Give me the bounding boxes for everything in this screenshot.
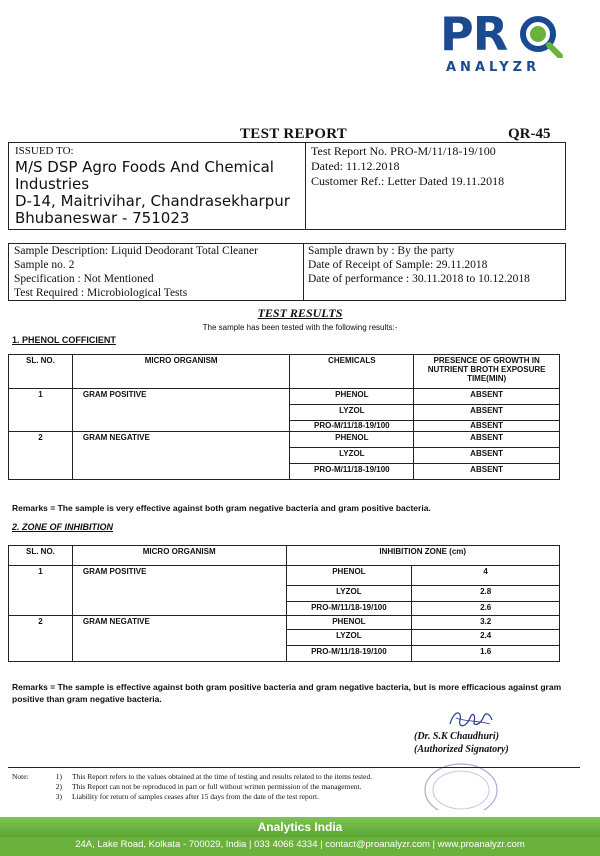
chemical: PHENOL (286, 566, 412, 586)
chemical: PHENOL (286, 616, 412, 630)
note-item (12, 792, 372, 802)
sl-number: 1 (9, 566, 73, 616)
note-number: 2) (55, 782, 62, 791)
notes-label: Note: (12, 772, 29, 781)
micro-organism: GRAM POSITIVE (72, 566, 286, 616)
column-header: INHIBITION ZONE (cm) (286, 546, 560, 566)
zone-of-inhibition-table (8, 545, 560, 662)
growth-result: ABSENT (414, 448, 560, 464)
sample-description: Sample Description: Liquid Deodorant Total Cleaner (14, 245, 258, 257)
section1-remarks: Remarks = The sample is very effective against both gram negative bacteria and gram positive bacteria. (12, 503, 431, 513)
signatory-name: (Dr. S.K Chaudhuri) (414, 731, 500, 742)
report-number: Test Report No. PRO-M/11/18-19/100 (311, 144, 496, 158)
zone-value: 2.8 (412, 586, 560, 602)
table-row (9, 566, 560, 586)
zone-value: 4 (412, 566, 560, 586)
report-date: Dated: 11.12.2018 (311, 159, 400, 173)
growth-result: ABSENT (414, 432, 560, 448)
remarks-line: Remarks = The sample is effective against both gram positive bacteria and gram negative bacteria, but is more efficacious against gram (12, 682, 562, 692)
receipt-date: Date of Receipt of Sample: 29.11.2018 (308, 259, 488, 271)
note-number: 1) (55, 772, 62, 781)
notes-divider (8, 767, 580, 768)
test-required: Test Required : Microbiological Tests (14, 287, 188, 299)
chemical: LYZOL (286, 586, 412, 602)
growth-result: ABSENT (414, 389, 560, 405)
phenol-coefficient-table (8, 354, 560, 480)
issued-to-label: ISSUED TO: (15, 145, 74, 157)
growth-result: ABSENT (414, 421, 560, 432)
test-results-heading: TEST RESULTS (257, 306, 343, 320)
chemical: PHENOL (290, 432, 414, 448)
section-title: ZONE OF INHIBITION (22, 522, 114, 532)
chemical: PHENOL (290, 389, 414, 405)
chemical: LYZOL (286, 630, 412, 646)
sample-drawn-by: Sample drawn by : By the party (308, 245, 455, 257)
micro-organism: GRAM POSITIVE (72, 389, 290, 432)
table-header-row (9, 546, 560, 566)
section2-remarks (12, 681, 572, 705)
column-header: PRESENCE OF GROWTH IN NUTRIENT BROTH EXPOSURE TIME(MIN) (414, 355, 560, 389)
note-number: 3) (55, 792, 62, 801)
sample-dates (308, 244, 564, 300)
chemical: PRO-M/11/18-19/100 (290, 421, 414, 432)
logo-subtitle: ANALYZR (446, 60, 541, 75)
zone-value: 3.2 (412, 616, 560, 630)
table-row (9, 432, 560, 448)
zone-value: 1.6 (412, 646, 560, 662)
sample-details (14, 244, 304, 300)
chemical: PRO-M/11/18-19/100 (286, 646, 412, 662)
sample-info-box (8, 243, 566, 301)
document-code: QR-45 (508, 126, 551, 142)
issued-to-section (15, 143, 301, 229)
official-stamp (422, 762, 500, 810)
note-item (12, 782, 372, 792)
company-line: Industries (15, 175, 90, 193)
footer (0, 817, 600, 856)
growth-result: ABSENT (414, 405, 560, 421)
column-header: MICRO ORGANISM (72, 546, 286, 566)
company-line: M/S DSP Agro Foods And Chemical (15, 158, 274, 176)
footer-contact: 24A, Lake Road, Kolkata - 700029, India | 033 4066 4334 | contact@proanalyzr.com | www.proanalyzr.com (75, 839, 525, 850)
chemical: LYZOL (290, 405, 414, 421)
growth-result: ABSENT (414, 464, 560, 480)
footer-title: Analytics India (257, 820, 343, 834)
signature (446, 708, 496, 732)
column-header: SL. NO. (9, 355, 73, 389)
address-line: D-14, Maitrivihar, Chandrasekharpur (15, 192, 290, 210)
micro-organism: GRAM NEGATIVE (72, 616, 286, 662)
sl-number: 2 (9, 432, 73, 480)
notes-section (12, 772, 372, 802)
logo-word: PR (440, 7, 508, 61)
note-text: This Report can not be reproduced in part or full without written permission of the management. (72, 782, 362, 791)
box-divider (305, 143, 306, 229)
table-row (9, 616, 560, 630)
sl-number: 1 (9, 389, 73, 432)
table-row (9, 389, 560, 405)
section-title: PHENOL COFFICIENT (22, 335, 116, 345)
address-line: Bhubaneswar - 751023 (15, 209, 190, 227)
zone-value: 2.4 (412, 630, 560, 646)
issued-to-box (8, 142, 566, 230)
zone-value: 2.6 (412, 602, 560, 616)
column-header: SL. NO. (9, 546, 73, 566)
note-text: Liability for return of samples ceases after 15 days from the date of the test report. (72, 792, 319, 801)
sample-specification: Specification : Not Mentioned (14, 273, 154, 285)
chemical: LYZOL (290, 448, 414, 464)
chemical: PRO-M/11/18-19/100 (290, 464, 414, 480)
title-row (0, 126, 600, 142)
section-number: 2. (12, 522, 20, 532)
remarks-line: positive than gram negative bacteria. (12, 694, 162, 704)
box-divider (303, 244, 304, 300)
section-heading (12, 522, 113, 532)
magnifier-q-icon (518, 12, 564, 58)
performance-date: Date of performance : 30.11.2018 to 10.12.2018 (308, 273, 530, 285)
proanalyzr-logo (440, 7, 558, 84)
column-header: MICRO ORGANISM (72, 355, 290, 389)
column-header: CHEMICALS (290, 355, 414, 389)
note-item (12, 772, 372, 782)
sl-number: 2 (9, 616, 73, 662)
report-info-section (311, 143, 561, 229)
note-text: This Report refers to the values obtained at the time of testing and results related to the items tested. (72, 772, 373, 781)
micro-organism: GRAM NEGATIVE (72, 432, 290, 480)
test-results-subtitle: The sample has been tested with the following results:- (202, 323, 398, 332)
section-heading (12, 335, 116, 345)
customer-ref: Customer Ref.: Letter Dated 19.11.2018 (311, 174, 505, 188)
signatory-role: (Authorized Signatory) (414, 744, 509, 755)
sample-number: Sample no. 2 (14, 259, 75, 271)
table-header-row (9, 355, 560, 389)
section-number: 1. (12, 335, 20, 345)
chemical: PRO-M/11/18-19/100 (286, 602, 412, 616)
document-title: TEST REPORT (240, 126, 348, 142)
